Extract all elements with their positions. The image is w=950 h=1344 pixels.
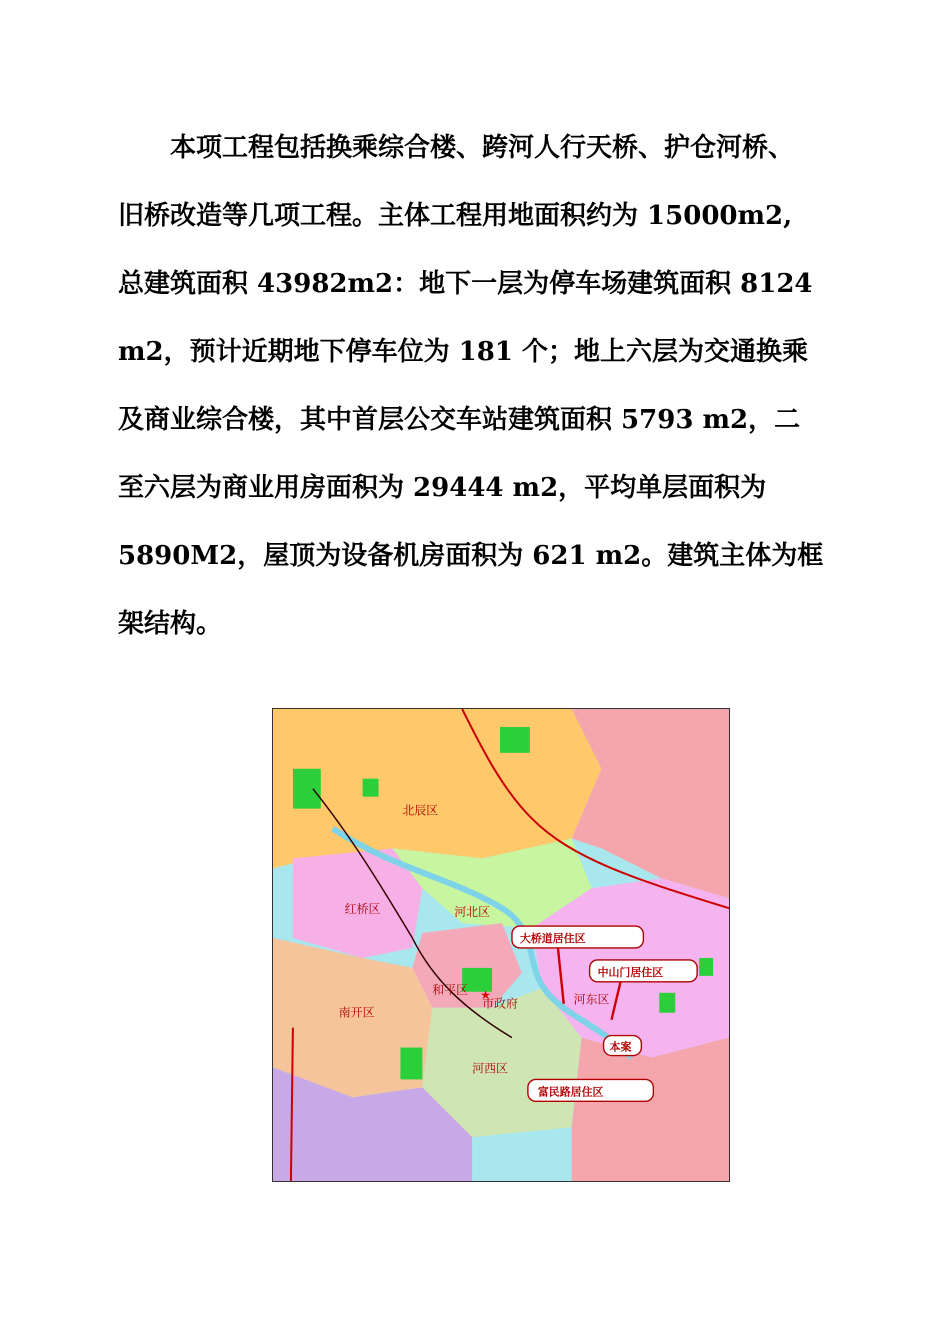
paragraph-line: 总建筑面积 43982m2：地下一层为停车场建筑面积 8124 <box>118 269 813 299</box>
label-city-hall: 市政府 <box>482 996 518 1011</box>
city-hall-star-icon: ★ <box>480 987 491 1002</box>
paragraph-line: 及商业综合楼，其中首层公交车站建筑面积 5793 m2，二 <box>118 405 801 435</box>
label-beichen: 北辰区 <box>402 803 439 818</box>
body-paragraph <box>118 122 838 666</box>
callout-zhongshanmen-text: 中山门居住区 <box>597 965 664 979</box>
label-hebei: 河北区 <box>454 905 491 920</box>
label-hongqiao: 红桥区 <box>344 902 381 917</box>
green-space <box>659 993 675 1013</box>
paragraph-line: 至六层为商业用房面积为 29444 m2，平均单层面积为 <box>118 473 767 503</box>
paragraph-line: 旧桥改造等几项工程。主体工程用地面积约为 15000m2, <box>118 201 793 231</box>
label-nankai: 南开区 <box>338 1005 375 1020</box>
city-district-map <box>272 708 730 1182</box>
label-hexi: 河西区 <box>472 1061 508 1076</box>
paragraph-line: 架结构。 <box>118 609 223 639</box>
paragraph-line: 本项工程包括换乘综合楼、跨河人行天桥、护仓河桥、 <box>118 133 795 163</box>
callout-this-project-text: 本案 <box>609 1040 632 1054</box>
label-heping: 和平区 <box>432 982 469 997</box>
callout-daqiaodao-text: 大桥道居住区 <box>519 932 586 946</box>
green-space <box>363 779 379 797</box>
paragraph-line: 5890M2，屋顶为设备机房面积为 621 m2。建筑主体为框 <box>118 541 824 571</box>
green-space <box>400 1048 422 1080</box>
paragraph-line: m2，预计近期地下停车位为 181 个；地上六层为交通换乘 <box>118 337 808 367</box>
label-hedong: 河东区 <box>573 992 610 1007</box>
map-svg <box>273 709 729 1181</box>
callout-fuminlu-text: 富民路居住区 <box>537 1085 604 1099</box>
green-space <box>500 727 530 753</box>
green-space <box>699 958 713 976</box>
green-space <box>293 769 321 809</box>
district-area-southeast <box>572 1038 729 1181</box>
